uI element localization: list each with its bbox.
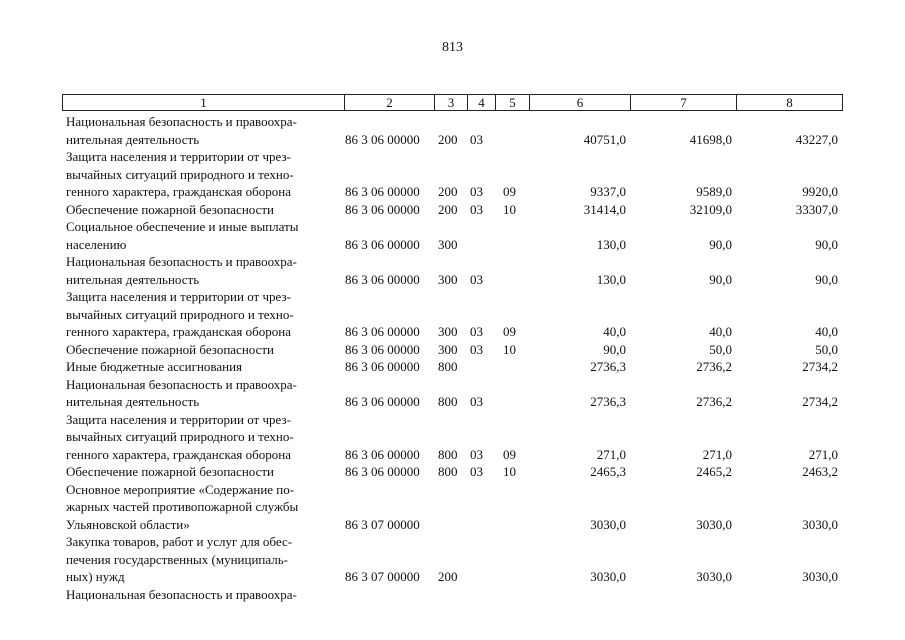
row-expense-type: 300: [438, 271, 458, 287]
row-expense-type: 300: [438, 324, 458, 339]
row-name-line: вычайных ситуаций природного и техно-: [66, 306, 294, 322]
row-name-line: нительная деятельность: [66, 271, 200, 287]
row-name-line: нительная деятельность: [66, 131, 200, 147]
row-code: 86 3 06 00000: [345, 341, 420, 357]
row-value-col7: 2465,2: [696, 464, 732, 479]
column-header-1: 1: [200, 95, 207, 110]
column-header-2: 2: [344, 95, 434, 110]
row-code: 86 3 06 00000: [345, 236, 420, 252]
row-value-col8: 3030,0: [802, 569, 838, 584]
row-name-line: Иные бюджетные ассигнования: [66, 359, 243, 374]
row-name-line: Защита населения и территории от чрез-: [66, 149, 291, 164]
row-name-line: печения государственных (муниципаль-: [66, 551, 289, 567]
row-value-col6: 3030,0: [590, 569, 626, 584]
column-header-6: 6: [529, 95, 630, 110]
row-value-col8: 90,0: [815, 271, 838, 287]
row-expense-type: 200: [438, 569, 458, 584]
row-name: [66, 218, 342, 253]
row-value-col8: 50,0: [815, 341, 838, 357]
row-value-col6: 9337,0: [590, 184, 626, 199]
row-name-line: населению: [66, 236, 127, 252]
row-name-line: генного характера, гражданская оборона: [66, 324, 291, 339]
row-name: [66, 533, 342, 586]
row-value-col8: 40,0: [815, 324, 838, 339]
table-row: [0, 113, 905, 148]
row-subsection: 10: [503, 341, 516, 357]
row-value-col6: 130,0: [596, 236, 626, 252]
row-code: 86 3 06 00000: [345, 464, 420, 479]
row-expense-type: 300: [438, 341, 458, 357]
row-name: [66, 358, 342, 376]
row-name-line: Национальная безопасность и правоохра-: [66, 254, 297, 269]
table-row: [0, 481, 905, 534]
row-name-line: вычайных ситуаций природного и техно-: [66, 429, 294, 444]
row-section: 03: [470, 324, 483, 339]
row-value-col8: 33307,0: [795, 201, 838, 217]
row-value-col7: 9589,0: [696, 184, 732, 199]
row-value-col7: 3030,0: [696, 516, 732, 532]
row-value-col7: 90,0: [709, 271, 732, 287]
row-value-col7: 50,0: [709, 341, 732, 357]
row-value-col7: 32109,0: [689, 201, 732, 217]
table-row: [0, 376, 905, 411]
table-row: [0, 218, 905, 253]
row-code: 86 3 07 00000: [345, 569, 420, 584]
row-subsection: 10: [503, 201, 516, 217]
row-name: [66, 586, 342, 604]
table-row: [0, 253, 905, 288]
row-name: [66, 113, 342, 148]
column-header-3: 3: [434, 95, 467, 110]
row-code: 86 3 06 00000: [345, 446, 420, 462]
row-value-col7: 40,0: [709, 324, 732, 339]
row-name-line: Социальное обеспечение и иные выплаты: [66, 219, 299, 234]
table-row: [0, 411, 905, 464]
row-subsection: 09: [503, 324, 516, 339]
column-header-7: 7: [630, 95, 736, 110]
row-code: 86 3 07 00000: [345, 516, 420, 532]
row-value-col7: 3030,0: [696, 569, 732, 584]
row-expense-type: 800: [438, 359, 458, 374]
row-name-line: Обеспечение пожарной безопасности: [66, 341, 275, 357]
row-value-col6: 31414,0: [583, 201, 626, 217]
row-name: [66, 463, 342, 481]
table-row: [0, 586, 905, 604]
row-name-line: Защита населения и территории от чрез-: [66, 411, 291, 427]
row-name-line: ных) нужд: [66, 569, 125, 584]
row-value-col7: 90,0: [709, 236, 732, 252]
row-name-line: вычайных ситуаций природного и техно-: [66, 166, 294, 182]
row-name: [66, 253, 342, 288]
row-code: 86 3 06 00000: [345, 324, 420, 339]
row-name: [66, 201, 342, 219]
row-name-line: жарных частей противопожарной службы: [66, 499, 299, 514]
row-section: 03: [470, 394, 483, 409]
row-expense-type: 800: [438, 446, 458, 462]
row-code: 86 3 06 00000: [345, 271, 420, 287]
row-name-line: Национальная безопасность и правоохра-: [66, 586, 297, 602]
table-body: [0, 113, 905, 603]
row-value-col8: 9920,0: [802, 184, 838, 199]
row-expense-type: 200: [438, 201, 458, 217]
column-header-4: 4: [467, 95, 495, 110]
column-header-5: 5: [495, 95, 529, 110]
row-value-col6: 40,0: [603, 324, 626, 339]
row-value-col6: 2465,3: [590, 464, 626, 479]
row-value-col7: 2736,2: [696, 359, 732, 374]
row-section: 03: [470, 446, 483, 462]
row-name-line: Ульяновской области»: [66, 516, 190, 532]
table-header: [62, 94, 843, 111]
row-value-col8: 2463,2: [802, 464, 838, 479]
row-value-col6: 130,0: [596, 271, 626, 287]
row-subsection: 09: [503, 446, 516, 462]
row-value-col8: 271,0: [808, 446, 838, 462]
row-name-line: Защита населения и территории от чрез-: [66, 289, 291, 304]
row-section: 03: [470, 271, 483, 287]
row-name-line: нительная деятельность: [66, 394, 200, 409]
row-expense-type: 300: [438, 236, 458, 252]
row-value-col8: 2734,2: [802, 394, 838, 409]
page-number: 813: [442, 40, 463, 55]
column-header-8: 8: [736, 95, 842, 110]
row-name: [66, 288, 342, 341]
row-expense-type: 800: [438, 464, 458, 479]
row-code: 86 3 06 00000: [345, 184, 420, 199]
row-code: 86 3 06 00000: [345, 394, 420, 409]
row-section: 03: [470, 184, 483, 199]
row-section: 03: [470, 341, 483, 357]
row-value-col8: 43227,0: [795, 131, 838, 147]
row-name: [66, 481, 342, 534]
row-value-col7: 271,0: [702, 446, 732, 462]
row-value-col6: 2736,3: [590, 394, 626, 409]
table-row: [0, 341, 905, 359]
row-value-col7: 41698,0: [689, 131, 732, 147]
row-value-col8: 3030,0: [802, 516, 838, 532]
table-row: [0, 148, 905, 201]
row-name: [66, 376, 342, 411]
row-code: 86 3 06 00000: [345, 201, 420, 217]
row-name: [66, 148, 342, 201]
row-value-col8: 90,0: [815, 236, 838, 252]
row-expense-type: 800: [438, 394, 458, 409]
row-code: 86 3 06 00000: [345, 131, 420, 147]
table-row: [0, 533, 905, 586]
row-name-line: генного характера, гражданская оборона: [66, 446, 291, 462]
row-value-col7: 2736,2: [696, 394, 732, 409]
row-value-col6: 2736,3: [590, 359, 626, 374]
table-row: [0, 288, 905, 341]
row-value-col6: 40751,0: [583, 131, 626, 147]
table-row: [0, 358, 905, 376]
row-name-line: Национальная безопасность и правоохра-: [66, 376, 297, 392]
row-code: 86 3 06 00000: [345, 359, 420, 374]
row-expense-type: 200: [438, 131, 458, 147]
row-expense-type: 200: [438, 184, 458, 199]
row-section: 03: [470, 131, 483, 147]
row-name-line: Национальная безопасность и правоохра-: [66, 114, 297, 129]
row-name-line: Обеспечение пожарной безопасности: [66, 201, 275, 217]
row-name: [66, 411, 342, 464]
row-subsection: 09: [503, 184, 516, 199]
row-section: 03: [470, 201, 483, 217]
table-row: [0, 463, 905, 481]
row-name-line: Основное мероприятие «Содержание по-: [66, 481, 295, 497]
row-name-line: генного характера, гражданская оборона: [66, 184, 291, 199]
row-value-col6: 3030,0: [590, 516, 626, 532]
row-name-line: Закупка товаров, работ и услуг для обес-: [66, 534, 293, 549]
row-value-col8: 2734,2: [802, 359, 838, 374]
row-subsection: 10: [503, 464, 516, 479]
table-row: [0, 201, 905, 219]
row-value-col6: 271,0: [596, 446, 626, 462]
row-value-col6: 90,0: [603, 341, 626, 357]
row-section: 03: [470, 464, 483, 479]
row-name-line: Обеспечение пожарной безопасности: [66, 464, 275, 479]
row-name: [66, 341, 342, 359]
